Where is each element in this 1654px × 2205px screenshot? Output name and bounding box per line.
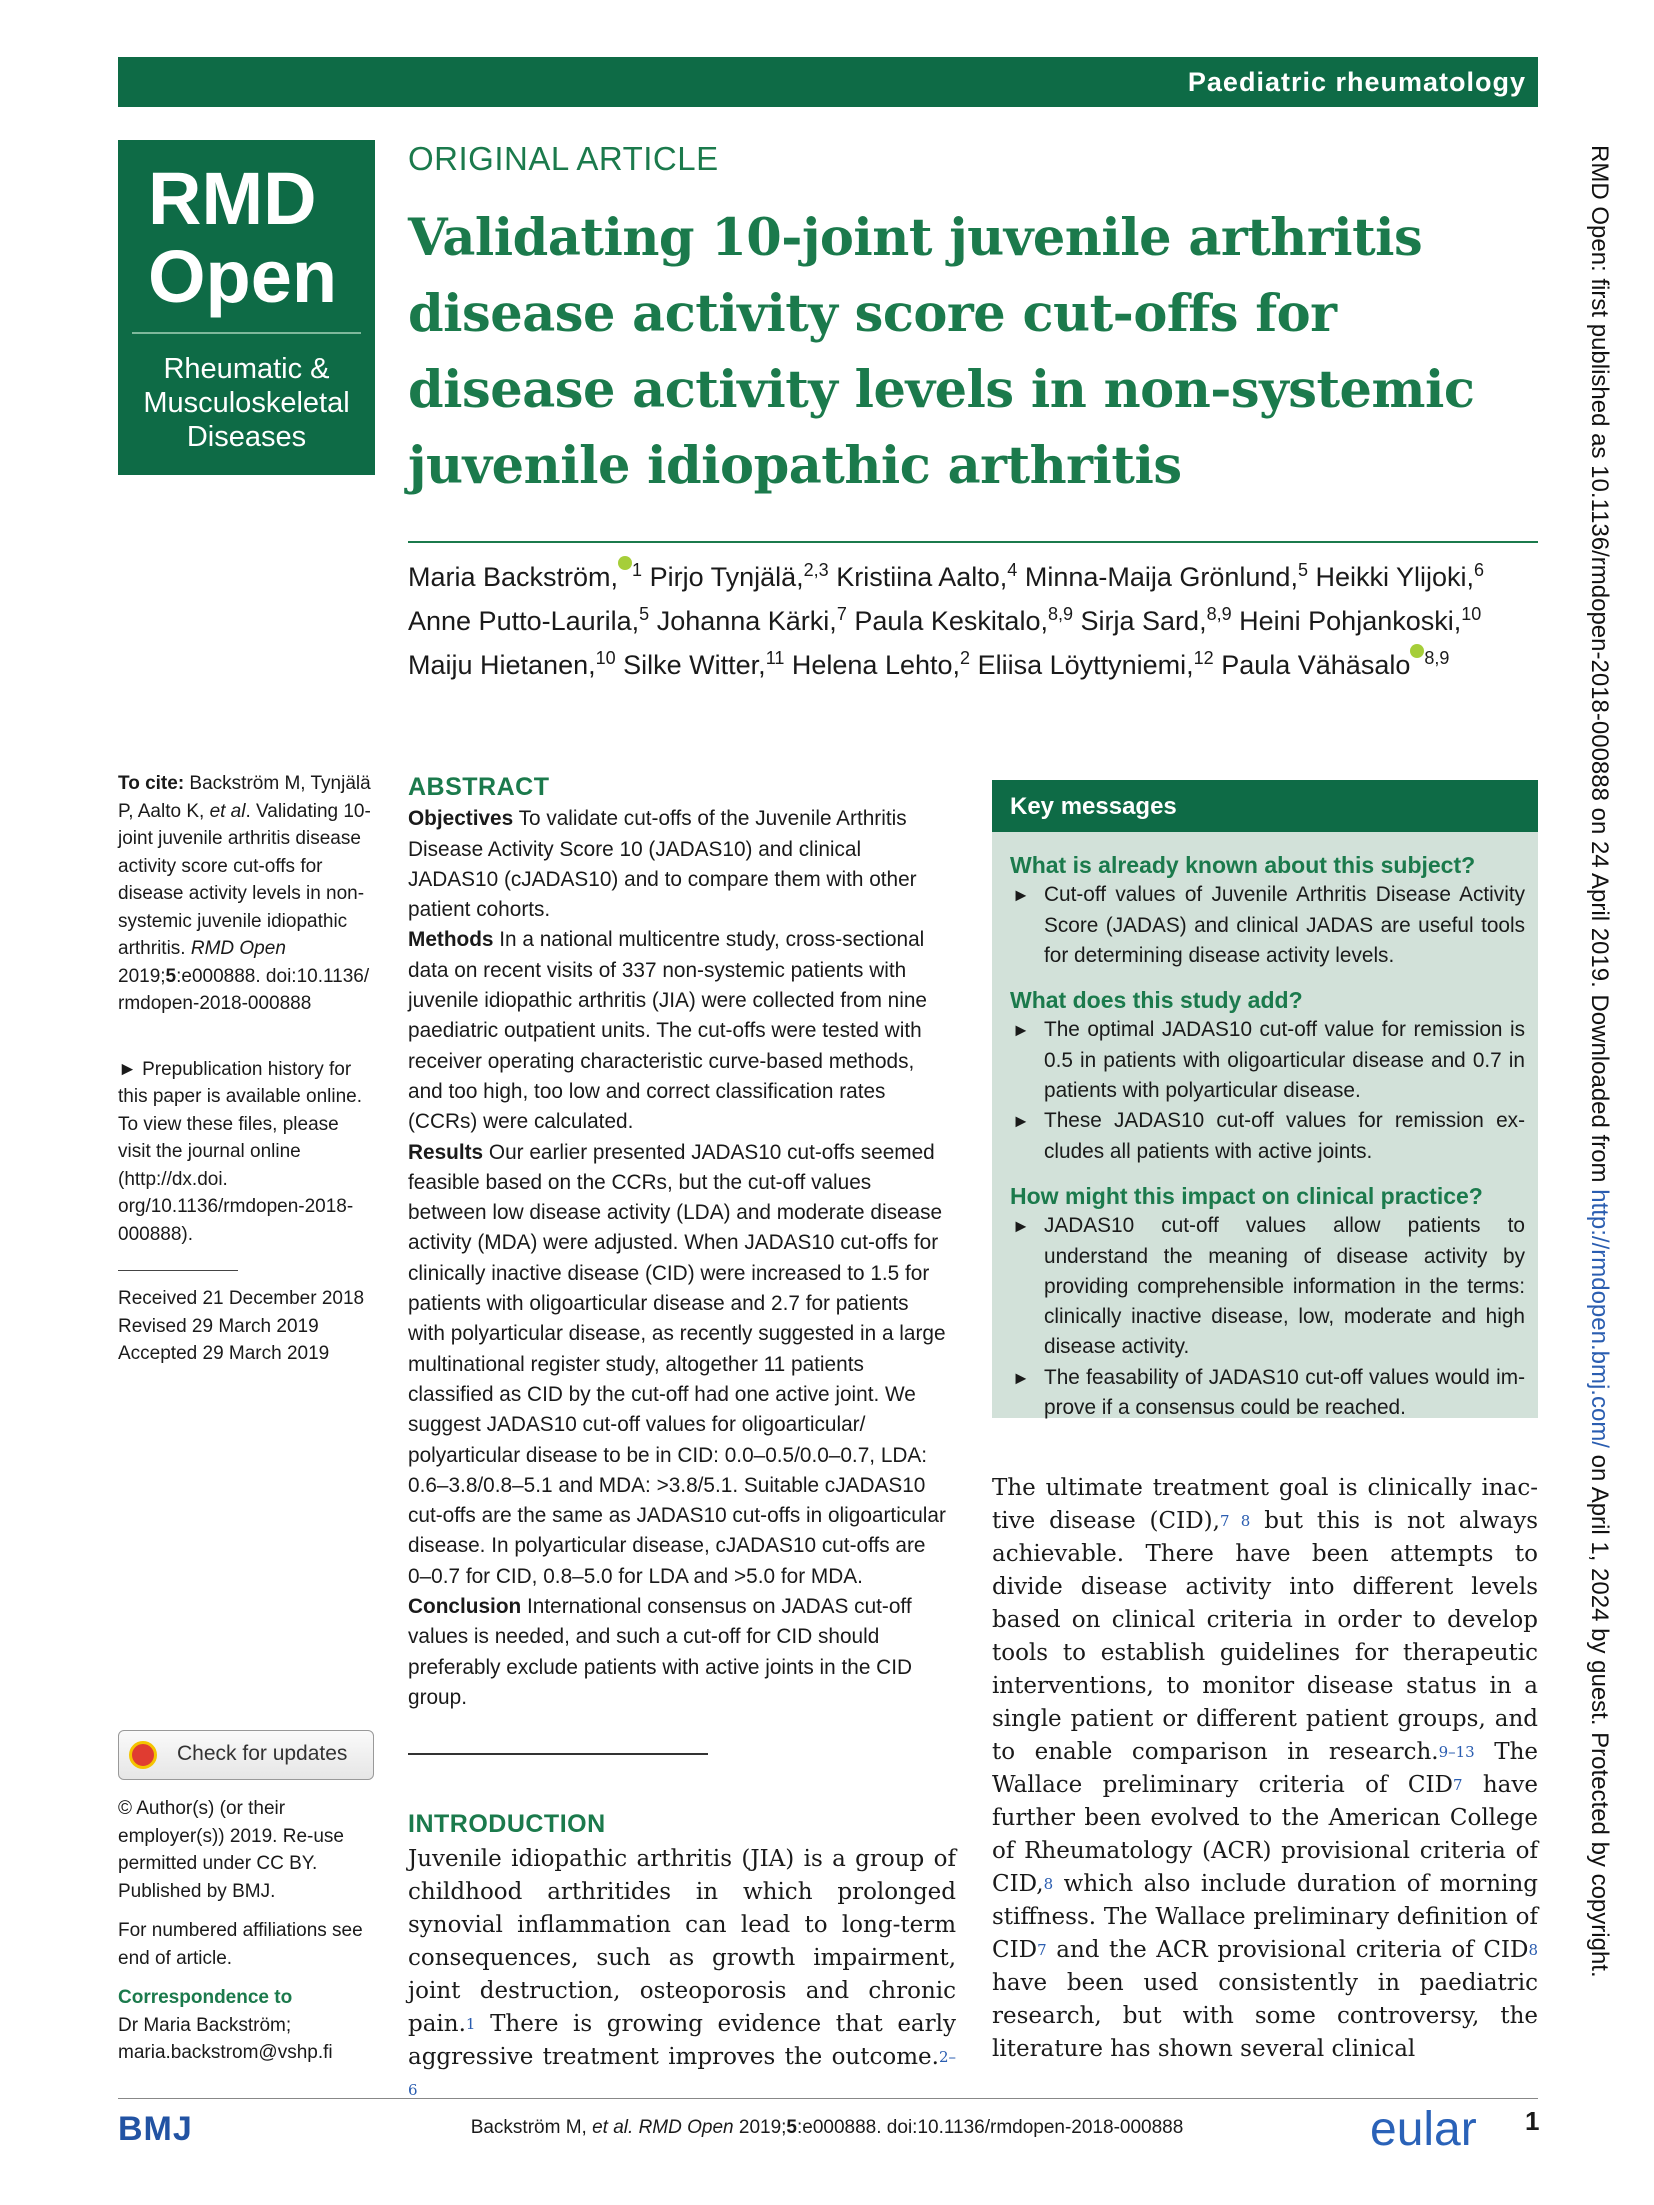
bookmark-icon <box>129 1741 157 1769</box>
affiliation-number: 8,9 <box>1206 604 1232 624</box>
key-message-item: ► The optimal JADAS10 cut-off value for remission is 0.5 in patients with oligoarticular disease and 0.7 in patients with polyarticular disease. <box>1010 1015 1525 1106</box>
accepted-date: Accepted 29 March 2019 <box>118 1343 330 1364</box>
eular-logo: eular <box>1370 2103 1477 2156</box>
author-name: Maria Backström, <box>408 562 619 592</box>
author-name: Helena Lehto, <box>791 650 961 680</box>
check-for-updates-button[interactable]: Check for updates <box>118 1730 374 1780</box>
reference-link[interactable]: 8 <box>1528 1941 1538 1959</box>
article-type: ORIGINAL ARTICLE <box>408 140 719 177</box>
footer-divider <box>118 2098 1538 2099</box>
author-name: Johanna Kärki, <box>656 606 837 636</box>
affiliation-number: 5 <box>639 604 650 624</box>
author-name: Maiju Hietanen, <box>408 650 596 680</box>
left-info-column <box>118 770 376 1368</box>
affiliation-number: 7 <box>836 604 847 624</box>
prepublication-note: ► Prepublication history for this paper is available online. To view these files, please visit the journal online (http://dx.doi. org/10.1136/rmdopen-2018- 000888). <box>118 1058 362 1245</box>
abstract-conclusion: Conclusion International consensus on JADAS cut-off values is needed, and such a cut-off for CID should preferably exclude patients with active joints in the CID group. <box>408 1595 912 1709</box>
reference-link[interactable]: 7 <box>1452 1776 1463 1794</box>
abstract-divider <box>408 1753 708 1755</box>
abstract-objectives: Objectives To validate cut-offs of the Juvenile Arthritis Disease Activity Score 10 (JADAS10) and clinical JADAS10 (cJADAS10) and to compare them with other patient cohorts. <box>408 807 917 922</box>
author-name: Minna-Maija Grönlund, <box>1024 562 1298 592</box>
key-messages-box <box>992 780 1538 1418</box>
reference-link[interactable]: 8 <box>1043 1875 1054 1893</box>
affiliation-number: 8,9 <box>1047 604 1073 624</box>
left-footer-info <box>118 1795 376 2067</box>
reference-link[interactable]: 2–6 <box>408 2048 956 2099</box>
copyright-note: © Author(s) (or their employer(s)) 2019. Re-use permitted under CC BY. Published by BMJ. <box>118 1798 344 1902</box>
affiliation-number: 8,9 <box>1424 648 1450 668</box>
key-messages-subheading: What is already known about this subject? <box>1010 852 1476 878</box>
section-header-bar <box>118 57 1538 107</box>
affiliation-number: 5 <box>1297 560 1308 580</box>
key-message-item: ► These JADAS10 cut-off values for remission excludes all patients with active joints. <box>1010 1106 1525 1167</box>
section-label: Paediatric rheumatology <box>1187 67 1526 97</box>
body-paragraph: The ultimate treatment goal is clinically inactive disease (CID),$^{7 8}$ but this is not always achievable. There have been attempts to divide disease activity into different levels based on clinical criteria in order to develop tools to establish guidelines for therapeutic interventions, to monitor disease status in a single patient or different patient groups, and to enable comparison in research.$^{9-13}$ The Wallace preliminary criteria of CID$^7$ have further been evolved to the American College of Rheumatology (ACR) provisional criteria of CID,$^8$ which also include duration of morning stiffness. The Wallace preliminary definition of CID$^7$ and the ACR provisional criteria of CID$^8$ have been used consistently in paediatric research, but with some controversy, the literature has shown several clinical <box>992 1475 1538 2062</box>
reference-link[interactable]: 7 8 <box>1219 1512 1251 1530</box>
orcid-icon[interactable] <box>618 556 632 570</box>
author-name: Kristiina Aalto, <box>836 562 1008 592</box>
introduction-paragraph: Juvenile idiopathic arthritis (JIA) is a group of childhood arthritides in which prolonged synovial inflammation can lead to long-term consequences, such as growth impairment, joint destruction, osteoporosis and chronic pain.$^1$ There is growing evidence that early aggressive treatment improves the outcome.$^{2-6}$ <box>408 1846 956 2099</box>
divider <box>118 1270 238 1271</box>
key-messages-header: Key messages <box>992 780 1538 832</box>
journal-link[interactable]: http://rmdopen.bmj.com/ <box>1586 1189 1613 1448</box>
title-divider <box>408 541 1538 543</box>
affiliation-number: 2 <box>960 648 971 668</box>
key-message-item: ► Cut-off values of Juvenile Arthritis Disease Activity Score (JADAS) and clinical JADAS are useful tools for determining disease activity levels. <box>1010 880 1525 971</box>
affiliation-number: 12 <box>1193 648 1214 668</box>
key-message-item: ► The feasability of JADAS10 cut-off values would improve if a consensus could be reached. <box>1010 1363 1525 1424</box>
affiliation-number: 10 <box>1461 604 1482 624</box>
author-name: Eliisa Löyttyniemi, <box>977 650 1194 680</box>
affiliation-number: 10 <box>595 648 616 668</box>
footer-citation: Backström M, et al. RMD Open 2019;5:e000888. doi:10.1136/rmdopen-2018-000888 <box>470 2117 1184 2138</box>
citation-block: To cite: Backström M, Tynjälä P, Aalto K, et al. Validating 10-joint juvenile arthritis disease activity score cut-offs for disease activity levels in non-systemic juvenile idiopathic arthritis. RMD Open 2019;5:e000888. doi:10.1136/ rmdopen-2018-000888 <box>118 773 371 1014</box>
rotated-citation-sidebar: RMD Open: first published as 10.1136/rmdopen-2018-000888 on 24 April 2019. Downloaded from http://rmdopen.bmj.com/ on April 1, 2024 by guest. Protected by copyright. <box>1586 145 1613 1978</box>
key-message-item: ► JADAS10 cut-off values allow patients to understand the meaning of disease activity by providing comprehensible information in the terms: clinically inactive disease, low, moderate and high disease activity. <box>1010 1211 1525 1362</box>
author-name: Paula Keskitalo, <box>854 606 1048 636</box>
logo-divider <box>132 332 361 334</box>
correspondence-heading: Correspondence to <box>118 1987 293 2008</box>
article-title: Validating 10-joint juvenile arthritis disease activity score cut-offs for disease activity levels in non-systemic juvenile idiopathic arthritis <box>408 208 1475 496</box>
author-name: Paula Vähäsalo <box>1221 650 1411 680</box>
reference-link[interactable]: 1 <box>465 2015 476 2033</box>
received-date: Received 21 December 2018 <box>118 1288 365 1309</box>
reference-link[interactable]: 7 <box>1037 1941 1047 1959</box>
key-messages-subheading: How might this impact on clinical practice? <box>1010 1182 1483 1209</box>
key-messages-list <box>1010 1015 1525 1166</box>
introduction-heading: INTRODUCTION <box>408 1810 606 1838</box>
author-name: Pirjo Tynjälä, <box>649 562 804 592</box>
abstract <box>408 772 950 1713</box>
key-messages-list <box>1010 880 1525 971</box>
correspondence-email[interactable]: maria.backstrom@vshp.fi <box>118 2042 333 2063</box>
author-name: Heikki Ylijoki, <box>1315 562 1475 592</box>
journal-logo <box>118 140 375 475</box>
journal-name: RMD Open <box>148 157 338 318</box>
bmj-logo: BMJ <box>118 2110 193 2148</box>
author-name: Heini Pohjankoski, <box>1239 606 1462 636</box>
correspondence-name: Dr Maria Backström; <box>118 2014 292 2036</box>
affiliation-number: 2,3 <box>803 560 829 580</box>
affiliation-number: 1 <box>632 560 643 580</box>
reference-link[interactable]: 9–13 <box>1438 1743 1475 1761</box>
key-messages-body <box>1010 850 1525 1437</box>
revised-date: Revised 29 March 2019 <box>118 1315 319 1337</box>
author-list <box>408 552 1538 684</box>
abstract-methods: Methods In a national multicentre study, cross-sectional data on recent visits of 337 non-systemic patients with juvenile idiopathic arthritis (JIA) were collected from nine paediatric outpatient units. The cut-offs were tested with receiver operating characteristic curve-based methods, and too high, too low and correct classification rates (CCRs) were calculated. <box>408 928 927 1134</box>
key-messages-subheading: What does this study add? <box>1010 987 1303 1014</box>
affiliation-number: 4 <box>1007 560 1018 580</box>
abstract-results: Results Our earlier presented JADAS10 cut-offs seemed feasible based on the CCRs, but the cut-off values between low disease activity (LDA) and moderate disease activity (MDA) were adjusted. When JADAS10 cut-offs for clinically inactive disease (CID) were increased to 1.5 for patients with oligoarticular disease and 2.7 for patients with polyarticular disease, as recently suggested in a large multinational register study, altogether 11 patients classified as CID by the cut-off had one active joint. We suggest JADAS10 cut-off values for oligoarticular/ polyarticular disease to be in CID: 0.0–0.5/0.0–0.7, LDA: 0.6–3.8/0.8–5.1 and MDA: >3.8/5.1. Suitable cJADAS10 cut-offs are the same as JADAS10 cut-offs in oligoarticular disease. In polyarticular disease, cJADAS10 cut-offs are 0–0.7 for CID, 0.8–5.0 for LDA and >5.0 for MDA. <box>408 1140 946 1588</box>
author-name: Sirja Sard, <box>1080 606 1207 636</box>
abstract-heading: ABSTRACT <box>408 773 550 801</box>
author-name: Anne Putto-Laurila, <box>408 606 640 636</box>
affiliations-note: For numbered affiliations see end of article. <box>118 1920 363 1969</box>
orcid-icon[interactable] <box>1410 644 1424 658</box>
journal-subtitle: Rheumatic & Musculoskeletal Diseases <box>143 353 350 453</box>
affiliation-number: 11 <box>765 648 785 668</box>
page-number: 1 <box>1525 2106 1540 2136</box>
key-messages-list <box>1010 1211 1525 1423</box>
affiliation-number: 6 <box>1474 560 1485 580</box>
author-name: Silke Witter, <box>623 650 766 680</box>
